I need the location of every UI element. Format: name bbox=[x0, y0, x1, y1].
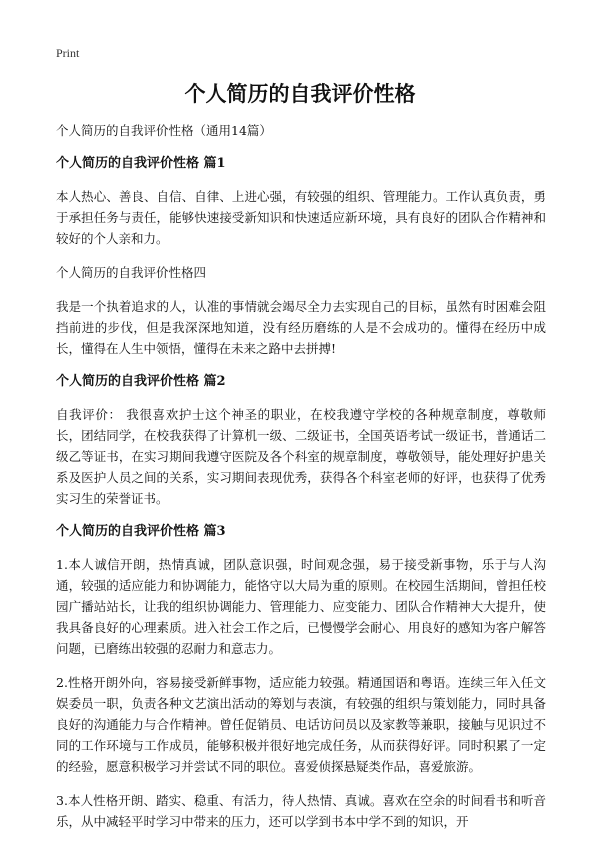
document-subtitle: 个人简历的自我评价性格（通用14篇） bbox=[56, 123, 272, 138]
document-body bbox=[56, 120, 546, 845]
paragraph: 2.性格开朗外向，容易接受新鲜事物，适应能力较强。精通国语和粤语。连续三年入任文娱委员一职，负责各种文艺演出活动的筹划与表演，有较强的组织与策划能力，同时具备良好的沟通能力与合作精神。曾任促销员、电话访问员以及家教等兼职，接触与见识过不同的工作环境与工作成员，能够积极并很好地完成任务，从而获得好评。同时积累了一定的经验，愿意积极学习并尝试不同的职位。喜爱侦探悬疑类作品，喜爱旅游。 bbox=[56, 675, 546, 774]
paragraph: 自我评价： 我很喜欢护士这个神圣的职业，在校我遵守学校的各种规章制度，尊敬师长，团结同学，在校我获得了计算机一级、二级证书，全国英语考试一级证书，普通话二级乙等证书，在实习期间我遵守医院及各个科室的规章制度，尊敬领导，能处理好护患关系及医护人员之间的关系，实习期间表现优秀，获得各个科室老师的好评，也获得了优秀实习生的荣誉证书。 bbox=[56, 407, 546, 506]
paragraph: 本人热心、善良、自信、自律、上进心强，有较强的组织、管理能力。工作认真负责，勇于承担任务与责任，能够快速接受新知识和快速适应新环境，具有良好的团队合作精神和较好的个人亲和力。 bbox=[56, 189, 546, 246]
paragraph: 我是一个执着追求的人，认准的事情就会竭尽全力去实现自己的目标，虽然有时困难会阻挡前进的步伐，但是我深深地知道，没有经历磨练的人是不会成功的。懂得在经历中成长，懂得在人生中领悟，懂得在未来之路中去拼搏! bbox=[56, 299, 546, 356]
document-title: 个人简历的自我评价性格 bbox=[184, 81, 416, 106]
paragraph: 3.本人性格开朗、踏实、稳重、有活力，待人热情、真诚。喜欢在空余的时间看书和听音乐，从中减轻平时学习中带来的压力，还可以学到书本中学不到的知识，开 bbox=[56, 793, 546, 829]
paragraph: 个人简历的自我评价性格四 bbox=[56, 265, 207, 280]
section-heading: 个人简历的自我评价性格 篇3 bbox=[56, 524, 226, 539]
section-heading: 个人简历的自我评价性格 篇2 bbox=[56, 374, 226, 389]
paragraph: 1.本人诚信开朗，热情真诚，团队意识强，时间观念强，易于接受新事物，乐于与人沟通，较强的适应能力和协调能力，能恪守以大局为重的原则。在校园生活期间，曾担任校园广播站站长，让我的组织协调能力、管理能力、应变能力、团队合作精神大大提升，使我具备良好的心理素质。进入社会工作之后，已慢慢学会耐心、用良好的感知为客户解答问题，已磨练出较强的忍耐力和意志力。 bbox=[56, 557, 546, 656]
print-label: Print bbox=[56, 46, 80, 60]
section-heading: 个人简历的自我评价性格 篇1 bbox=[56, 156, 226, 171]
